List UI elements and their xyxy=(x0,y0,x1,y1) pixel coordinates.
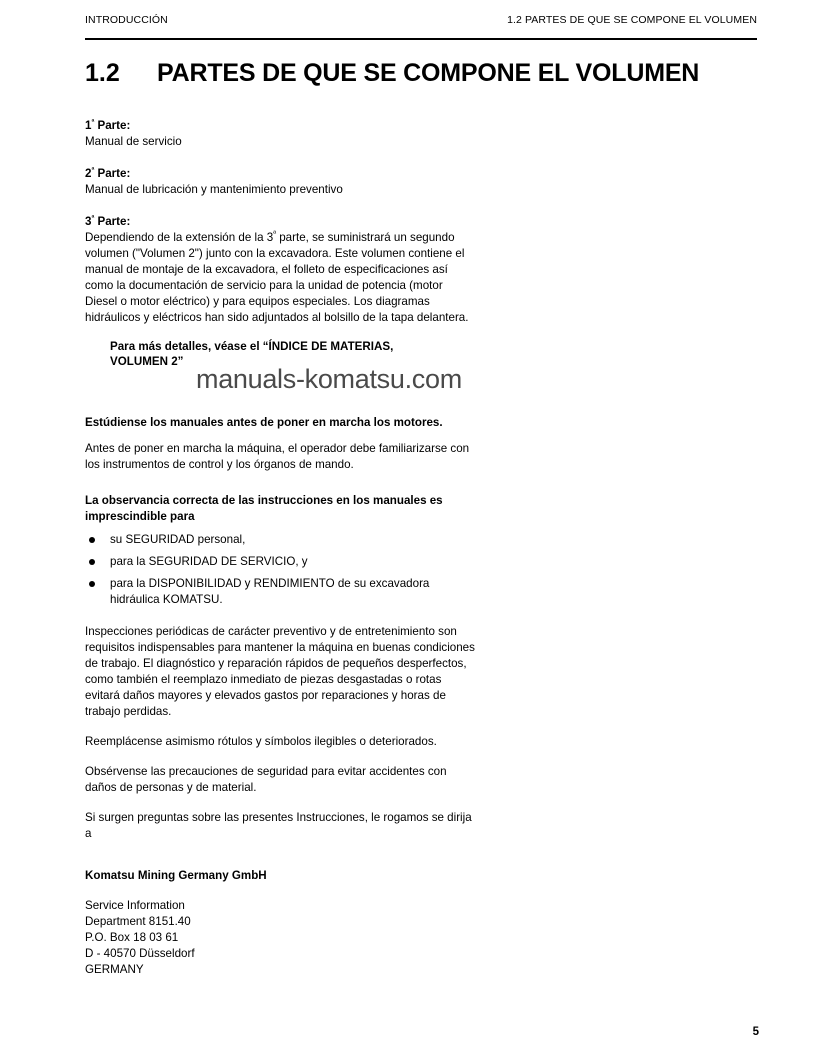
spacer xyxy=(85,884,477,898)
part-body-3-prefix: Dependiendo de la extensión de la 3 xyxy=(85,231,274,244)
list-item-label: para la SEGURIDAD DE SERVICIO, y xyxy=(110,555,308,568)
part-ordinal-1: 1 xyxy=(85,119,92,132)
observance-bullet-list xyxy=(85,532,477,608)
list-item-label: para la DISPONIBILIDAD y RENDIMIENTO de su excavadora hidráulica KOMATSU. xyxy=(110,577,430,606)
spacer xyxy=(85,150,477,166)
address-line-4: D - 40570 Düsseldorf xyxy=(85,947,195,960)
part-body-3-sup: ª xyxy=(273,229,277,239)
page-title-text: PARTES DE QUE SE COMPONE EL VOLUMEN xyxy=(157,59,700,87)
part-label-3: Parte: xyxy=(94,215,131,228)
observance-heading: La observancia correcta de las instrucciones en los manuales es imprescindible para xyxy=(85,494,443,523)
bullet-dot-icon xyxy=(89,537,95,543)
part-heading-1 xyxy=(85,118,477,134)
part-label-1: Parte: xyxy=(94,119,131,132)
notice-heading: Estúdiense los manuales antes de poner en marcha los motores. xyxy=(85,416,443,429)
address-line-5: GERMANY xyxy=(85,963,144,976)
notice-paragraph: Antes de poner en marcha la máquina, el operador debe familiarizarse con los instrumentos de control y los órganos de mando. xyxy=(85,442,470,471)
index-reference-note-line-2: VOLUMEN 2” xyxy=(110,354,184,368)
list-item xyxy=(85,576,477,608)
address-line-3: P.O. Box 18 03 61 xyxy=(85,931,179,944)
part-ordinal-3: 3 xyxy=(85,215,92,228)
page-title xyxy=(85,58,775,88)
part-label-2: Parte: xyxy=(94,167,131,180)
part-body-2: Manual de lubricación y mantenimiento preventivo xyxy=(85,183,343,196)
part-heading-2 xyxy=(85,166,477,182)
spacer xyxy=(85,796,477,810)
spacer xyxy=(85,720,477,734)
list-item xyxy=(85,532,477,548)
spacer xyxy=(85,395,477,415)
part-body-3 xyxy=(85,230,477,326)
part-ordinal-sup-3: ª xyxy=(91,213,95,223)
running-header xyxy=(85,14,757,27)
watermark-text: manuals-komatsu.com xyxy=(196,364,462,394)
part-body-3-suffix: parte, se suministrará un segundo volumen ("Volumen 2") junto con la excavadora. Este volumen contiene el manual de montaje de la excavadora, el folleto de especificaciones así como la documentación de servicio para la unidad de potencia (motor Diesel o motor eléctrico) y para equipos especiales. Los diagramas hidráulicos y eléctricos han sido adjuntados al bolsillo de la tapa delantera. xyxy=(85,231,469,324)
spacer xyxy=(85,614,477,624)
part-ordinal-sup-1: ª xyxy=(91,117,95,127)
body-column xyxy=(85,118,477,978)
body-paragraph-4: Si surgen preguntas sobre las presentes Instrucciones, le rogamos se dirija a xyxy=(85,811,472,840)
header-right-text: 1.2 PARTES DE QUE SE COMPONE EL VOLUMEN xyxy=(507,14,757,26)
spacer xyxy=(85,473,477,493)
list-item xyxy=(85,554,477,570)
bullet-dot-icon xyxy=(89,581,95,587)
address-line-1: Service Information xyxy=(85,899,185,912)
part-body-1: Manual de servicio xyxy=(85,135,182,148)
body-paragraph-2: Reemplácense asimismo rótulos y símbolos ilegibles o deteriorados. xyxy=(85,735,437,748)
part-ordinal-sup-2: ª xyxy=(91,165,95,175)
body-paragraph-1: Inspecciones periódicas de carácter preventivo y de entretenimiento son requisitos indispensables para mantener la máquina en buenas condiciones de trabajo. El diagnóstico y reparación rápidos de pequeños desperfectos, como también el reemplazo inmediato de piezas desgastadas o rotas evitará daños mayores y elevados gastos por reparaciones y horas de trabajo perdidas. xyxy=(85,625,475,718)
spacer xyxy=(85,750,477,764)
contact-company-name: Komatsu Mining Germany GmbH xyxy=(85,869,267,882)
index-reference-note-line-1: Para más detalles, véase el “ÍNDICE DE MATERIAS, xyxy=(110,340,394,353)
part-heading-3 xyxy=(85,214,477,230)
body-paragraph-3: Obsérvense las precauciones de seguridad para evitar accidentes con daños de personas y de material. xyxy=(85,765,447,794)
contact-address xyxy=(85,898,477,978)
bullet-dot-icon xyxy=(89,559,95,565)
spacer xyxy=(85,431,477,441)
page-title-number: 1.2 xyxy=(85,59,120,87)
header-divider-rule xyxy=(85,38,757,40)
header-left-text: INTRODUCCIÓN xyxy=(85,14,168,26)
spacer xyxy=(85,842,477,868)
list-item-label: su SEGURIDAD personal, xyxy=(110,533,246,546)
part-ordinal-2: 2 xyxy=(85,167,92,180)
spacer xyxy=(85,198,477,214)
address-line-2: Department 8151.40 xyxy=(85,915,191,928)
page-number: 5 xyxy=(752,1026,759,1038)
